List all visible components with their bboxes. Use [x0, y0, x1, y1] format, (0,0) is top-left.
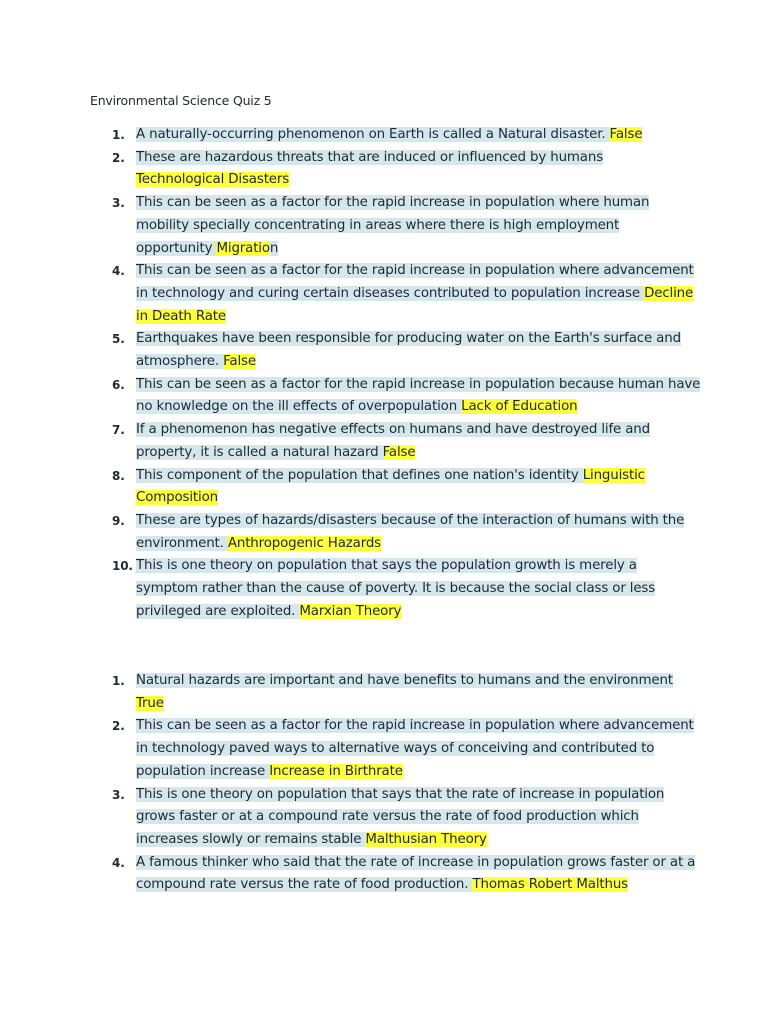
question-text: If a phenomenon has negative effects on humans and have destroyed life and — [136, 422, 650, 438]
question-text: environment. — [136, 535, 228, 551]
question-text: This is one theory on population that says that the rate of increase in population — [136, 786, 665, 802]
question-text: compound rate versus the rate of food production. — [136, 877, 473, 893]
item-number: 7. — [112, 423, 125, 438]
item-number: 4. — [112, 855, 125, 870]
answer-text: Lack of Education — [461, 399, 578, 415]
item-number: 2. — [112, 719, 125, 734]
quiz-item — [90, 510, 690, 555]
question-text: opportunity — [136, 240, 217, 256]
question-text: n — [269, 240, 279, 256]
item-number: 3. — [112, 196, 125, 211]
question-text: grows faster or at a compound rate versus the rate of food production which — [136, 809, 639, 825]
question-text: A famous thinker who said that the rate of increase in population grows faster or at a — [136, 854, 696, 870]
quiz-list-part-2 — [90, 670, 696, 897]
question-text: no knowledge on the ill effects of overpopulation — [136, 399, 462, 415]
answer-text: Marxian Theory — [299, 603, 402, 619]
item-number: 3. — [112, 787, 125, 802]
answer-text: Linguistic — [582, 467, 645, 483]
item-number: 8. — [112, 468, 125, 483]
question-text: symptom rather than the cause of poverty. It is because the social class or less — [136, 581, 656, 597]
quiz-item — [90, 124, 690, 147]
question-text: increases slowly or remains stable — [136, 831, 366, 847]
item-number: 6. — [112, 377, 125, 392]
question-text: Earthquakes have been responsible for producing water on the Earth's surface and — [136, 331, 681, 347]
quiz-item — [90, 670, 690, 715]
question-text: in technology paved ways to alternative ways of conceiving and contributed to — [136, 741, 655, 757]
quiz-item — [90, 465, 690, 510]
answer-text: Technological Disasters — [136, 172, 290, 188]
quiz-item — [90, 555, 690, 623]
quiz-item — [90, 374, 701, 419]
question-text: privileged are exploited. — [136, 603, 300, 619]
question-text: in technology and curing certain diseases contributed to population increase — [136, 285, 645, 301]
question-text: This is one theory on population that says the population growth is merely a — [136, 558, 637, 574]
item-number: 9. — [112, 513, 125, 528]
answer-text: in Death Rate — [136, 308, 226, 324]
quiz-item — [90, 419, 690, 464]
answer-text: Migratio — [216, 240, 270, 256]
answer-text: Anthropogenic Hazards — [227, 535, 381, 551]
item-number: 2. — [112, 150, 125, 165]
question-text: property, it is called a natural hazard — [136, 444, 383, 460]
question-text: mobility specially concentrating in areas where there is high employment — [136, 217, 620, 233]
answer-text: False — [223, 354, 256, 370]
answer-text: Thomas Robert Malthus — [472, 877, 628, 893]
answer-text: Composition — [136, 490, 218, 506]
quiz-item — [90, 260, 694, 328]
document-title: Environmental Science Quiz 5 — [90, 93, 272, 108]
answer-text: Increase in Birthrate — [269, 763, 403, 779]
item-number: 4. — [112, 264, 125, 279]
item-number: 1. — [112, 128, 125, 142]
question-text: This component of the population that defines one nation's identity — [136, 467, 583, 483]
question-text: This can be seen as a factor for the rapid increase in population where advancement — [136, 718, 694, 734]
quiz-item — [90, 852, 696, 897]
quiz-item — [90, 715, 694, 783]
question-text: These are hazardous threats that are induced or influenced by humans — [136, 149, 604, 165]
quiz-list-part-1 — [90, 124, 701, 623]
quiz-item — [90, 328, 690, 373]
answer-text: True — [136, 695, 164, 711]
quiz-item — [90, 147, 690, 192]
answer-text: False — [609, 127, 643, 142]
quiz-item — [90, 784, 690, 852]
answer-text: False — [382, 444, 416, 460]
item-number: 10. — [112, 559, 133, 574]
item-number: 1. — [112, 674, 125, 688]
question-text: This can be seen as a factor for the rapid increase in population where human — [136, 195, 650, 211]
item-number: 5. — [112, 332, 125, 347]
question-text: A naturally-occurring phenomenon on Earth is called a Natural disaster. — [136, 127, 610, 142]
question-text: atmosphere. — [136, 354, 224, 370]
question-text: This can be seen as a factor for the rapid increase in population where advancement — [136, 263, 694, 279]
question-text: population increase — [136, 763, 270, 779]
answer-text: Malthusian Theory — [365, 831, 487, 847]
question-text: Natural hazards are important and have benefits to humans and the environment — [136, 673, 673, 688]
answer-text: Decline — [644, 285, 694, 301]
quiz-item — [90, 192, 690, 260]
question-text: This can be seen as a factor for the rapid increase in population because human have — [136, 376, 701, 392]
question-text: These are types of hazards/disasters because of the interaction of humans with the — [136, 512, 685, 528]
